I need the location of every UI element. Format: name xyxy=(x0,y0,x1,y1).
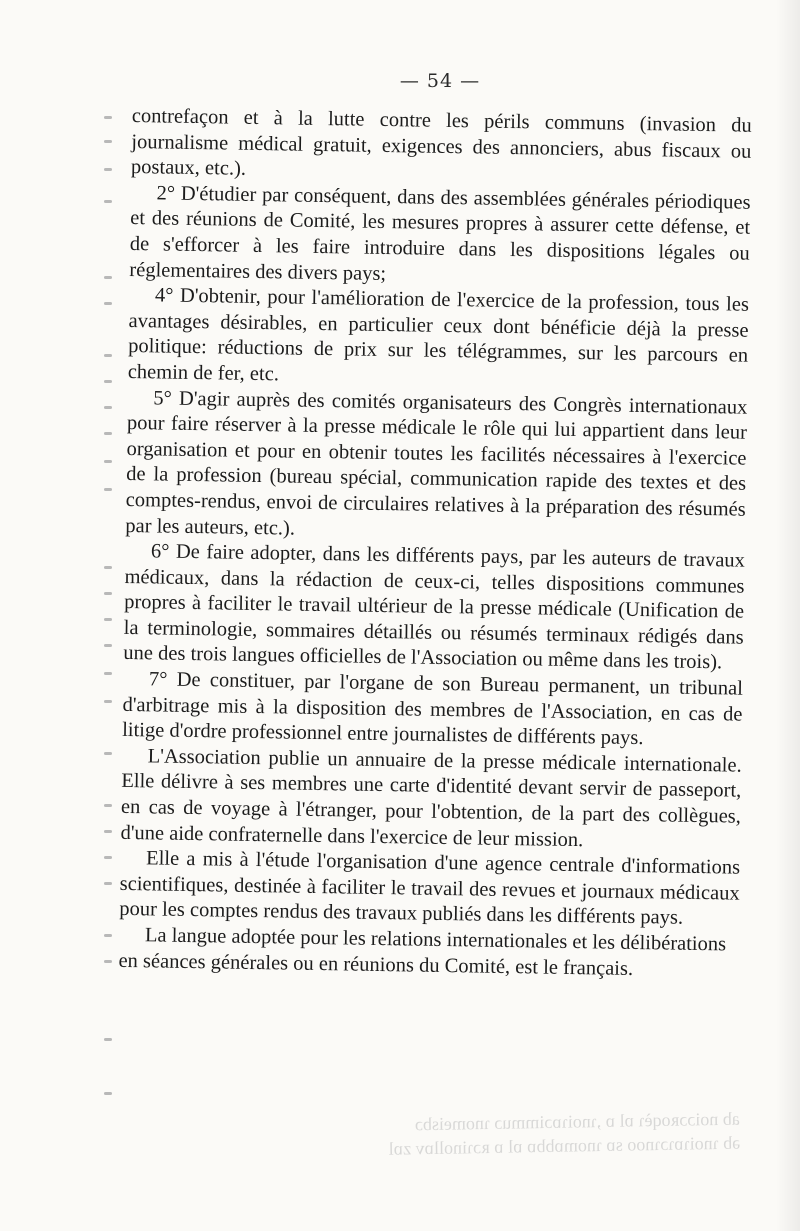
paragraph-item-5: 5° D'agir auprès des comités organisateurs des Congrès internationaux pour faire réserver à la presse médicale le rôle qui lui appartient dans leur organisation et pour en obtenir toutes les facilités nécessaires à l'exercice de la profession (bureau spécial, communication rapide des textes et des comptes-rendus, envoi de circulaires relatives à la préparation des résumés par les auteurs, etc.). xyxy=(125,386,748,540)
scan-mark xyxy=(104,354,112,357)
scan-mark xyxy=(104,116,112,119)
scan-mark xyxy=(104,406,112,409)
bleed-line: əb ɿnoiɿɒɿɔɿnoo sɒ ɿnomɒbbɒ ɒl ɒ ʀɔɿinollɒv zɒl xyxy=(388,1132,741,1159)
paragraph-agence: Elle a mis à l'étude l'organisation d'une agence centrale d'informations scientifiques, destinée à faciliter le travail des revues et journaux médicaux pour les comptes rendus des travaux publiés dans les différents pays. xyxy=(119,847,741,930)
scan-mark xyxy=(104,380,112,383)
page-number: — 54 — xyxy=(399,70,481,92)
paragraph-item-6: 6° De faire adopter, dans les différents pays, par les auteurs de travaux médicaux, dans la rédaction de ceux-ci, telles dispositions communes propres à faciliter le travail ultérieur de la presse médicale (Unification de la terminologie, sommaires détaillés ou résumés terminaux rédigés dans une des trois langues officielles de l'Association ou même dans les trois). xyxy=(123,540,746,674)
scan-mark xyxy=(104,856,112,859)
scan-mark xyxy=(104,700,112,703)
scan-mark xyxy=(104,644,112,647)
scan-mark xyxy=(104,672,112,675)
scan-mark xyxy=(104,804,112,807)
scan-mark xyxy=(104,1038,112,1041)
scan-mark xyxy=(104,302,112,305)
scan-mark xyxy=(104,488,112,491)
paragraph-item-2: 2° D'étudier par conséquent, dans des assemblées générales périodiques et des réunions de Comité, les mesures propres à assurer cette défense, et de s'efforcer à les faire introduire dans les dispositions légales ou réglementaires des divers pays; xyxy=(129,182,751,285)
paragraph-item-7: 7° De constituer, par l'organe de son Bureau permanent, un tribunal d'arbitrage mis à la disposition des membres de l'Association, en cas de litige d'ordre professionnel entre journalistes de différents pays. xyxy=(121,668,744,750)
scan-mark xyxy=(104,200,112,203)
paragraph-langue: La langue adoptée pour les relations internationales et les délibérations en séances générales ou en réunions du Comité, est le français. xyxy=(118,924,727,980)
paragraph-annuaire: L'Association publie un annuaire de la presse médicale internationale. Elle délivre à ses membres une carte d'identité devant servir de passeport, en cas de voyage à l'étranger, pour l'obtention, de la part des collègues, d'une aide confraternelle dans l'exercice de leur mission. xyxy=(120,745,742,851)
scan-mark xyxy=(104,592,112,595)
scan-mark xyxy=(104,460,112,463)
scan-mark xyxy=(104,934,112,937)
body-text xyxy=(118,104,752,984)
scan-mark xyxy=(104,960,112,963)
scan-mark xyxy=(104,566,112,569)
scan-mark xyxy=(104,618,112,621)
scan-mark xyxy=(104,1092,112,1095)
paragraph-continuation: contrefaçon et à la lutte contre les périls communs (invasion du journalisme médical gratuit, exigences des annonciers, abus fiscaux ou postaux, etc.). xyxy=(130,104,752,180)
scan-mark xyxy=(104,882,112,885)
scan-mark xyxy=(104,140,112,143)
paragraph-item-4: 4° D'obtenir, pour l'amélioration de l'exercice de la profession, tous les avantages désirables, en particulier ceux dont bénéficie déjà la presse politique: réductions de prix sur les télégrammes, sur les parcours en chemin de fer, etc. xyxy=(127,284,750,386)
scan-edge-shade xyxy=(776,0,800,1231)
scan-mark xyxy=(104,432,112,435)
scan-mark xyxy=(104,276,112,279)
reverse-side-bleed-through xyxy=(120,1107,741,1166)
scan-mark xyxy=(104,830,112,833)
bleed-line: ab noiɔɔʀoqèɿ ɒl ɒ ,ɿnoiɿɒɔimmuɔ ɿnomeisbɔ xyxy=(414,1108,740,1135)
scan-mark xyxy=(104,752,112,755)
scan-mark xyxy=(104,168,112,171)
